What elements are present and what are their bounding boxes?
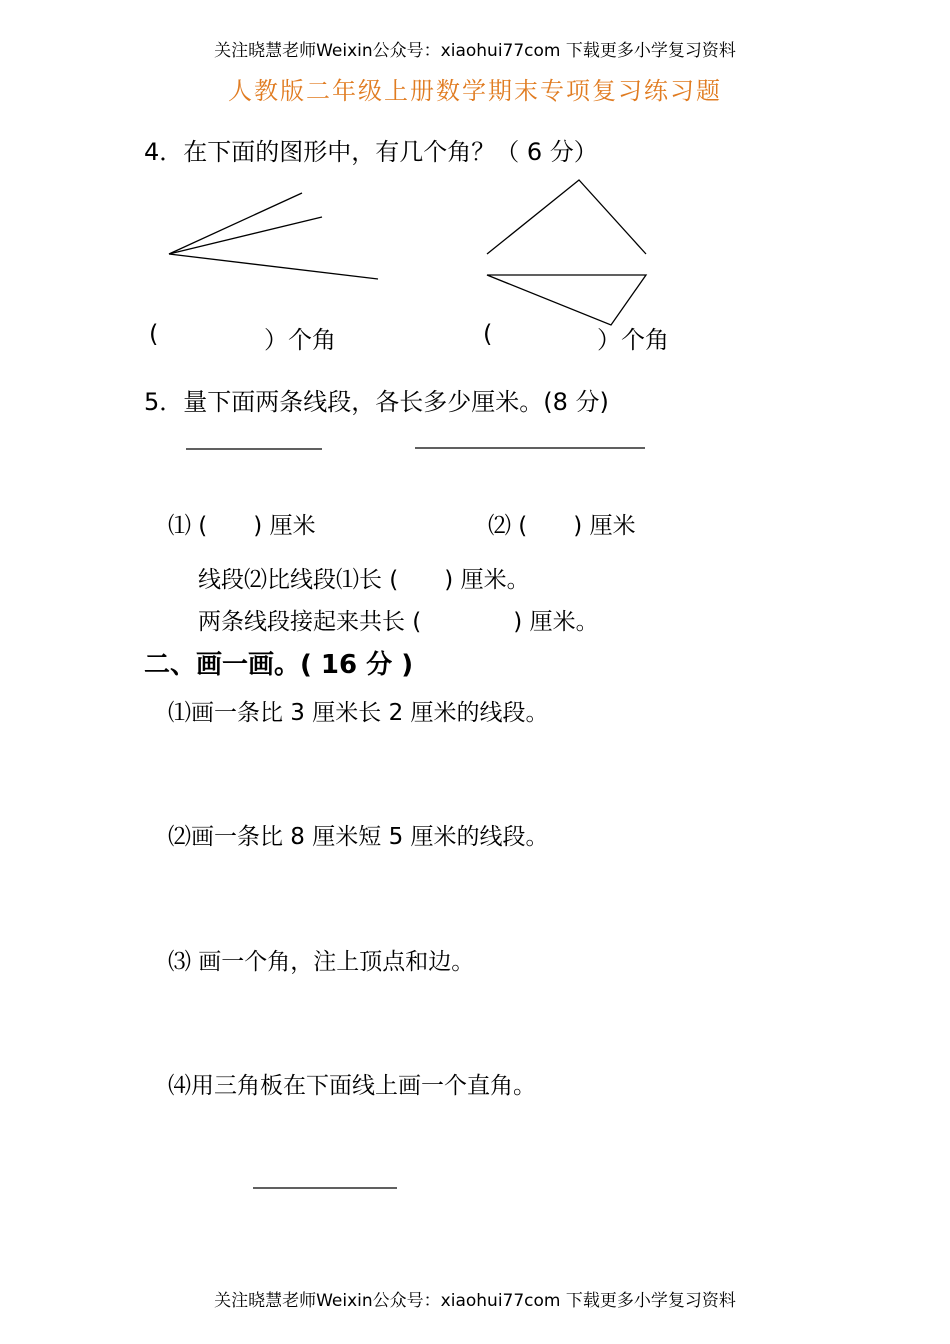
section2-heading: 二、画一画。( 16 分 ) bbox=[144, 650, 414, 680]
measure-segments bbox=[186, 448, 645, 449]
q5-blank1: ⑴ ( ) 厘米 bbox=[168, 513, 316, 539]
draw-item-3: ⑶ 画一个角，注上顶点和边。 bbox=[168, 949, 475, 975]
angle-figure-2 bbox=[487, 180, 646, 325]
q4-answer2-close: ）个角 bbox=[597, 326, 669, 354]
q4-answer2-open: ( bbox=[483, 320, 493, 348]
draw-item-4: ⑷用三角板在下面线上画一个直角。 bbox=[168, 1073, 536, 1099]
q5-compare: 线段⑵比线段⑴长 ( ) 厘米。 bbox=[198, 567, 530, 593]
q5-total: 两条线段接起来共长 ( ) 厘米。 bbox=[198, 609, 599, 635]
q5-blank2: ⑵ ( ) 厘米 bbox=[488, 513, 636, 539]
draw-item-1: ⑴画一条比 3 厘米长 2 厘米的线段。 bbox=[168, 700, 549, 726]
q5-prompt: 5．量下面两条线段，各长多少厘米。(8 分) bbox=[144, 388, 609, 416]
q4-answer1-open: ( bbox=[149, 320, 159, 348]
angle-figure-1 bbox=[169, 193, 378, 279]
footer-notice: 关注晓慧老师Weixin公众号：xiaohui77com 下载更多小学复习资料 bbox=[214, 1291, 736, 1311]
header-notice: 关注晓慧老师Weixin公众号：xiaohui77com 下载更多小学复习资料 bbox=[214, 41, 736, 61]
page-title: 人教版二年级上册数学期末专项复习练习题 bbox=[228, 77, 722, 105]
draw-item-2: ⑵画一条比 8 厘米短 5 厘米的线段。 bbox=[168, 824, 549, 850]
q4-answer1-close: ）个角 bbox=[264, 326, 336, 354]
q4-prompt: 4．在下面的图形中，有几个角？（ 6 分） bbox=[144, 138, 598, 166]
